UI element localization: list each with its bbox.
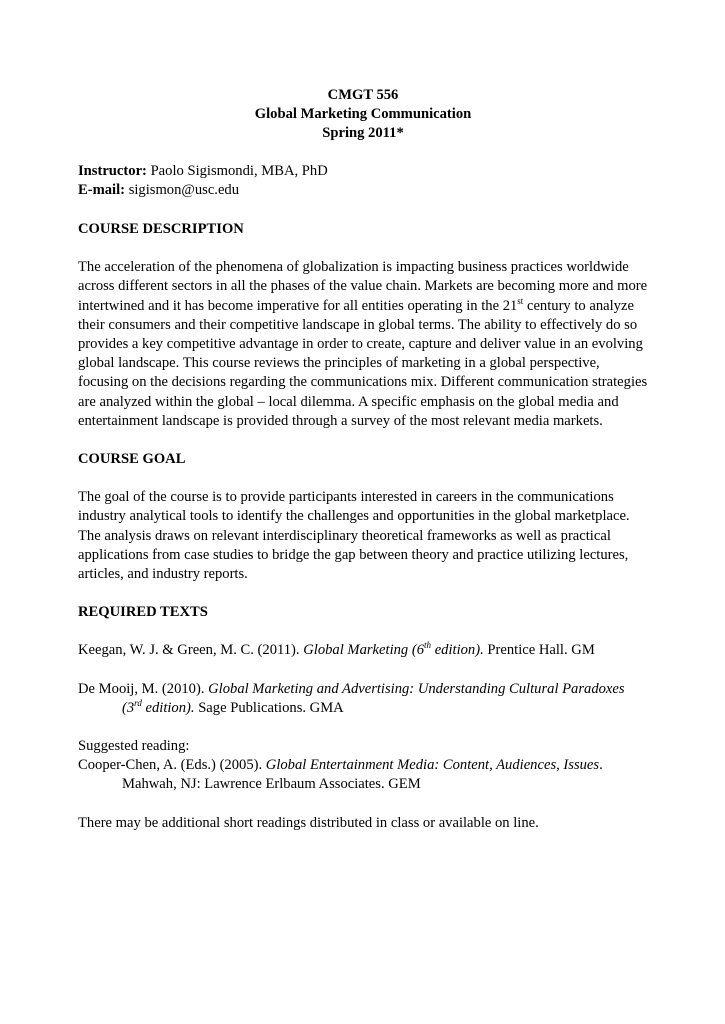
course-goal-heading: COURSE GOAL (78, 451, 186, 468)
course-term: Spring 2011* (322, 125, 404, 142)
course-title: Global Marketing Communication (254, 106, 472, 123)
course-description-text: The acceleration of the phenomena of globalization is impacting business practices worldwide across different sectors in all the phases of the value chain. Markets are becoming more and more intertwined and it has become imperative for all entities operating in the 21st century to analyze their consumers and their competitive landscape in global terms. The ability to effectively do so provides a key competitive advantage in order to create, capture and deliver value in an evolving global landscape. This course reviews the principles of marketing in a global perspective, focusing on the decisions regarding the communications mix. Different communication strategies are analyzed within the global – local dilemma. A specific emphasis on the global media and entertainment landscape is provided through a survey of the most relevant media markets. (78, 259, 648, 429)
reference-de-mooij: De Mooij, M. (2010). Global Marketing and Advertising: Understanding Cultural Paradoxes (3rd edition). Sage Publications. GMA (78, 680, 625, 716)
course-goal-text: The goal of the course is to provide participants interested in careers in the communications industry analytical tools to identify the challenges and opportunities in the global marketplace. The analysis draws on relevant interdisciplinary theoretical frameworks as well as practical applications from case studies to bridge the gap between theory and practice utilizing lectures, articles, and industry reports. (78, 489, 630, 583)
email-line (78, 181, 648, 200)
reference-keegan: Keegan, W. J. & Green, M. C. (2011). Global Marketing (6th edition). Prentice Hall. GM (78, 640, 595, 659)
instructor-label: Instructor: (78, 162, 147, 179)
instructor-line (78, 162, 648, 181)
instructor-info (78, 162, 648, 200)
suggested-reading-label: Suggested reading: (78, 738, 190, 755)
course-description-heading: COURSE DESCRIPTION (78, 221, 244, 238)
email-address: sigismon@usc.edu (128, 181, 240, 198)
email-label: E-mail: (78, 181, 126, 198)
instructor-name: Paolo Sigismondi, MBA, PhD (150, 162, 328, 179)
required-texts-heading: REQUIRED TEXTS (78, 604, 208, 621)
additional-readings-note: There may be additional short readings distributed in class or available on line. (78, 814, 539, 831)
course-header (78, 86, 648, 144)
syllabus-page (78, 86, 648, 833)
reference-cooper-chen: Cooper-Chen, A. (Eds.) (2005). Global Entertainment Media: Content, Audiences, Issues. Mahwah, NJ: Lawrence Erlbaum Associates. GEM (78, 757, 603, 793)
course-code: CMGT 556 (327, 87, 399, 103)
